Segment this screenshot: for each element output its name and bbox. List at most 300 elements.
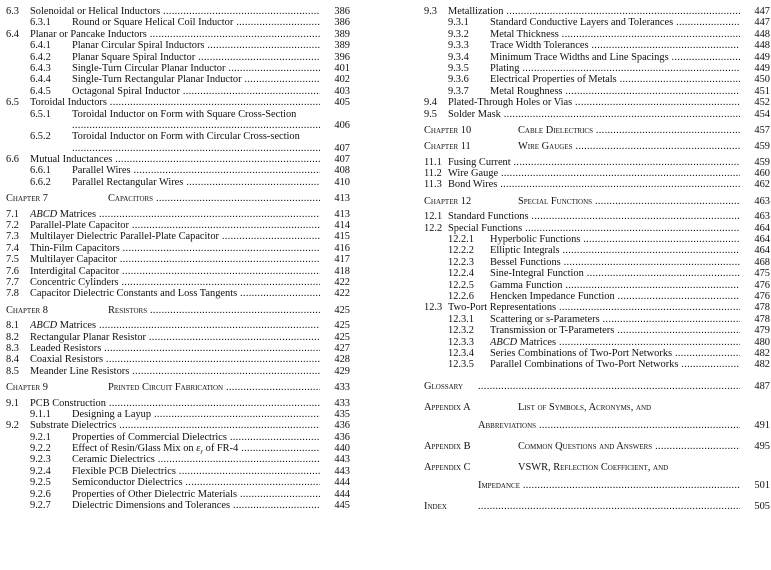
toc-entry-number: Chapter 7 [6,193,48,205]
toc-entry-title [72,143,320,154]
toc-entry-number: 6.4.1 [30,40,51,52]
toc-entry[interactable] [418,223,770,234]
toc-entry-number: 6.6.2 [30,176,51,188]
toc-entry-title: Solenoidal or Helical Inductors ..... [30,6,320,17]
toc-entry[interactable] [418,179,770,190]
toc-entry-page: 464 [754,234,770,246]
toc-entry-title: Concentric Cylinders ..... [30,277,320,288]
toc-entry-page: 479 [754,325,770,337]
toc-entry-title: Wire Gauge ..... [448,168,740,179]
toc-entry-title: Solder Mask ..... [448,109,740,120]
toc-entry-title: Standard Functions ..... [448,211,740,222]
toc-entry-title: Hencken Impedance Function ..... [490,291,740,302]
toc-entry-title: Properties of Other Dielectric Materials ..... [72,489,320,500]
toc-entry-page: 482 [754,359,770,371]
toc-entry[interactable] [418,257,770,268]
toc-entry-number: 9.3 [424,6,437,17]
toc-entry-page: 447 [754,6,770,17]
toc-entry[interactable] [418,168,770,179]
toc-entry-title [72,120,320,131]
toc-entry-title: ABCD Matrices ..... [490,337,740,348]
toc-entry-number: 9.3.2 [448,28,469,40]
toc-entry-title: Octagonal Spiral Inductor ..... [72,86,320,97]
toc-entry-page: 403 [334,85,350,97]
toc-entry-number: 6.4.4 [30,74,51,86]
toc-entry[interactable] [0,177,350,188]
toc-entry-page: 495 [754,440,770,452]
toc-entry-title: Abbreviations ..... [478,420,740,431]
toc-entry-title: Meander Line Resistors ..... [30,366,320,377]
toc-entry-number: Chapter 9 [6,382,48,394]
toc-entry-number: 6.5 [6,97,19,109]
toc-entry-number: 6.3 [6,6,19,17]
toc-entry-page: 440 [334,443,350,455]
toc-entry-number: 9.3.1 [448,17,469,29]
toc-entry-number: 8.2 [6,331,19,343]
toc-entry-number: 7.7 [6,276,19,288]
toc-entry[interactable] [418,97,770,108]
toc-entry-page: 386 [334,17,350,29]
toc-entry-number: 6.6.1 [30,165,51,177]
toc-chapter-entry[interactable] [0,193,350,204]
toc-entry-title: Bessel Functions ..... [490,257,740,268]
toc-entry-title: Substrate Dielectrics ..... [30,420,320,431]
toc-entry-title: Minimum Trace Widths and Line Spacings ..... [490,52,740,63]
toc-entry-title: Sine-Integral Function ..... [490,268,740,279]
toc-entry-number: 9.2.5 [30,477,51,489]
toc-entry-title: Printed Circuit Fabrication ..... [108,382,320,393]
toc-entry[interactable] [0,398,350,409]
toc-entry-page: 476 [754,279,770,291]
toc-entry[interactable] [0,266,350,277]
toc-entry-number: 6.4.5 [30,85,51,97]
toc-entry[interactable] [0,220,350,231]
toc-entry-title: Series Combinations of Two-Port Networks ..... [490,348,740,359]
toc-entry-number: 9.2.7 [30,500,51,512]
toc-entry-number: Appendix C [424,462,471,474]
toc-entry-title: Wire Gauges ..... [518,141,740,152]
toc-entry[interactable] [418,157,770,168]
toc-entry-number: 9.2.4 [30,465,51,477]
toc-entry-title: Single-Turn Rectangular Planar Inductor ..... [72,74,320,85]
toc-entry-page: 501 [754,479,770,491]
toc-entry[interactable] [0,131,350,142]
toc-entry-number: 12.3.4 [448,347,474,359]
toc-entry-page: 443 [334,454,350,466]
toc-entry-title: Gamma Function ..... [490,280,740,291]
toc-left-column [0,6,350,511]
toc-entry-title: Leaded Resistors ..... [30,343,320,354]
toc-entry-title: Special Functions ..... [448,223,740,234]
toc-entry[interactable] [0,320,350,331]
toc-entry-number: 9.2.1 [30,431,51,443]
toc-entry-page: 402 [334,74,350,86]
toc-entry-page: 457 [754,124,770,136]
toc-entry[interactable] [0,466,350,477]
toc-entry-title: Transmission or T-Parameters ..... [490,325,740,336]
toc-entry[interactable] [418,325,770,336]
toc-entry-number: 8.5 [6,365,19,377]
toc-entry-number: Chapter 8 [6,304,48,316]
toc-entry-number: 12.1 [424,211,443,223]
toc-chapter-entry[interactable] [418,441,770,452]
toc-entry-title: Properties of Commercial Dielectrics ..... [72,432,320,443]
toc-chapter-entry[interactable] [418,501,770,512]
toc-entry-title: Parallel Combinations of Two-Port Networks ..... [490,359,740,370]
toc-entry[interactable] [418,291,770,302]
toc-entry-number: Chapter 11 [424,141,471,153]
toc-entry-page: 425 [334,320,350,332]
toc-entry-page: 468 [754,256,770,268]
toc-entry[interactable] [0,277,350,288]
toc-entry-number: 7.5 [6,254,19,266]
toc-entry[interactable] [418,420,770,431]
toc-entry[interactable] [418,234,770,245]
toc-entry-title: Ceramic Dielectrics ..... [72,454,320,465]
toc-chapter-entry[interactable] [418,402,770,413]
toc-entry-title: Toroidal Inductors ..... [30,97,320,108]
toc-entry-number: 9.3.5 [448,62,469,74]
toc-entry[interactable] [0,209,350,220]
toc-entry[interactable] [418,52,770,63]
toc-entry[interactable] [0,489,350,500]
toc-entry-page: 448 [754,40,770,52]
toc-entry-page: 427 [334,342,350,354]
toc-entry-title: Capacitors ..... [108,193,320,204]
toc-entry-number: 12.3 [424,302,443,314]
toc-entry-page: 415 [334,231,350,243]
toc-entry-number: 6.3.1 [30,17,51,29]
toc-chapter-entry[interactable] [0,382,350,393]
toc-entry-title: PCB Construction ..... [30,398,320,409]
toc-entry-title: ABCD Matrices ..... [30,209,320,220]
toc-entry-title: Multilayer Capacitor ..... [30,254,320,265]
toc-entry-title: Mutual Inductances ..... [30,154,320,165]
toc-entry-title: VSWR, Reflection Coefficient, and [518,462,669,474]
toc-entry-page: 464 [754,222,770,234]
toc-entry-page: 418 [334,265,350,277]
toc-entry-title: Multilayer Dielectric Parallel-Plate Capacitor ..... [30,231,320,242]
toc-entry-title: Interdigital Capacitor ..... [30,266,320,277]
toc-entry-title: Flexible PCB Dielectrics ..... [72,466,320,477]
toc-entry[interactable] [0,120,350,131]
toc-entry[interactable] [0,97,350,108]
toc-entry-page: 408 [334,165,350,177]
toc-entry[interactable] [418,359,770,370]
toc-entry-number: 9.2.3 [30,454,51,466]
toc-entry[interactable] [418,480,770,491]
toc-chapter-entry[interactable] [418,141,770,152]
toc-entry-number: 7.4 [6,242,19,254]
toc-entry-number: Chapter 10 [424,124,472,136]
toc-entry-title: Impedance ..... [478,480,740,491]
toc-entry-number: 6.4.3 [30,62,51,74]
toc-entry-number: 11.1 [424,156,442,168]
toc-entry-page: 406 [334,119,350,131]
toc-entry-number: 6.4.2 [30,51,51,63]
toc-entry-page: 444 [334,488,350,500]
toc-entry-title: Trace Width Tolerances ..... [490,40,740,51]
toc-entry-page: 435 [334,408,350,420]
toc-entry-number: 9.3.4 [448,51,469,63]
toc-entry[interactable] [418,314,770,325]
toc-entry-title [478,501,740,512]
toc-entry[interactable] [0,40,350,51]
toc-entry-title: Metallization ..... [448,6,740,17]
toc-entry[interactable] [0,17,350,28]
toc-entry-page: 449 [754,62,770,74]
toc-entry[interactable] [0,366,350,377]
toc-entry-number: 6.4 [6,28,19,40]
toc-entry-number: 9.5 [424,108,437,120]
toc-entry[interactable] [418,109,770,120]
toc-entry-title: Capacitor Dielectric Constants and Loss Tangents ..... [30,288,320,299]
toc-entry-page: 422 [334,288,350,300]
toc-entry[interactable] [418,63,770,74]
toc-entry-page: 487 [754,380,770,392]
toc-entry-page: 464 [754,245,770,257]
toc-entry-page: 407 [334,142,350,154]
toc-entry-page: 417 [334,254,350,266]
toc-entry-page: 414 [334,220,350,232]
toc-entry-page: 429 [334,365,350,377]
toc-entry[interactable] [418,86,770,97]
toc-entry-title: Plated-Through Holes or Vias ..... [448,97,740,108]
toc-entry-page: 448 [754,28,770,40]
toc-entry-page: 463 [754,211,770,223]
toc-entry-page: 416 [334,242,350,254]
toc-entry-title: Special Functions ..... [518,196,740,207]
toc-entry[interactable] [418,40,770,51]
toc-entry[interactable] [0,343,350,354]
toc-entry[interactable] [0,154,350,165]
toc-entry-number: 8.1 [6,320,19,332]
toc-entry-title: Planar Square Spiral Inductor ..... [72,52,320,63]
toc-entry[interactable] [418,6,770,17]
toc-entry[interactable] [0,109,350,120]
toc-entry-page: 405 [334,97,350,109]
toc-entry-page: 401 [334,62,350,74]
toc-entry-number: 6.5.2 [30,131,51,143]
toc-entry-number: 11.2 [424,168,442,180]
toc-entry-page: 396 [334,51,350,63]
toc-chapter-entry[interactable] [418,462,770,473]
toc-entry[interactable] [418,17,770,28]
toc-entry-page: 476 [754,290,770,302]
toc-entry-number: Glossary [424,380,464,392]
toc-entry-title: Plating ..... [490,63,740,74]
toc-entry-page: 433 [334,382,350,394]
toc-entry-page: 407 [334,154,350,166]
toc-entry-number: 9.1 [6,397,19,409]
toc-entry-title: Metal Roughness ..... [490,86,740,97]
toc-entry[interactable] [0,454,350,465]
toc-entry-page: 454 [754,108,770,120]
toc-entry-number: 12.2.5 [448,279,474,291]
toc-entry-title: List of Symbols, Acronyms, and [518,402,652,414]
toc-entry-number: 12.2.3 [448,256,474,268]
toc-entry-number: 7.3 [6,231,19,243]
toc-entry-title: Parallel Rectangular Wires ..... [72,177,320,188]
toc-entry-title: Single-Turn Circular Planar Inductor ..... [72,63,320,74]
toc-entry-page: 478 [754,313,770,325]
toc-entry[interactable] [418,268,770,279]
toc-entry-number: 12.3.1 [448,313,474,325]
toc-entry[interactable] [0,63,350,74]
toc-entry-title: Dielectric Dimensions and Tolerances ..... [72,500,320,511]
toc-entry[interactable] [0,74,350,85]
toc-entry-page: 460 [754,168,770,180]
toc-entry-number: 12.2 [424,222,443,234]
toc-entry-number: 9.3.6 [448,74,469,86]
toc-entry[interactable] [0,409,350,420]
toc-entry-number: 9.2 [6,420,19,432]
toc-entry[interactable] [0,477,350,488]
toc-entry-number: 12.3.2 [448,325,474,337]
toc-entry-number: Chapter 12 [424,195,472,207]
toc-entry-page: 459 [754,156,770,168]
toc-entry[interactable] [418,302,770,313]
toc-entry-page: 425 [334,331,350,343]
toc-entry[interactable] [418,348,770,359]
toc-entry-page: 425 [334,304,350,316]
toc-entry[interactable] [418,74,770,85]
toc-entry-page: 445 [334,500,350,512]
toc-chapter-entry[interactable] [418,196,770,207]
toc-entry-number: 7.1 [6,208,19,220]
toc-entry-title: Scattering or s-Parameters ..... [490,314,740,325]
toc-entry[interactable] [0,243,350,254]
toc-entry-page: 449 [754,51,770,63]
toc-entry-page: 389 [334,28,350,40]
toc-entry[interactable] [0,143,350,154]
toc-entry[interactable] [0,420,350,431]
toc-entry-page: 410 [334,176,350,188]
toc-entry-title: Electrical Properties of Metals ..... [490,74,740,85]
toc-entry-number: 9.3.7 [448,85,469,97]
toc-entry-page: 463 [754,195,770,207]
toc-entry-title: Common Questions and Answers ..... [518,441,740,452]
toc-entry-number: 12.2.6 [448,290,474,302]
toc-entry-title: Semiconductor Dielectrics ..... [72,477,320,488]
toc-entry-number: 8.3 [6,342,19,354]
toc-entry[interactable] [0,332,350,343]
toc-entry-title: Elliptic Integrals ..... [490,245,740,256]
toc-chapter-entry[interactable] [418,381,770,392]
toc-entry-title: Thin-Film Capacitors ..... [30,243,320,254]
toc-entry-title: Cable Dielectrics ..... [518,125,740,136]
toc-entry[interactable] [0,231,350,242]
toc-entry-title: Fusing Current ..... [448,157,740,168]
toc-entry[interactable] [0,443,350,457]
toc-entry-number: 12.2.1 [448,234,474,246]
toc-entry[interactable] [418,245,770,256]
toc-entry-title: Parallel Wires ..... [72,165,320,176]
toc-entry-title: Resistors ..... [108,305,320,316]
toc-entry-number: 9.4 [424,97,437,109]
toc-entry-title: Hyperbolic Functions ..... [490,234,740,245]
toc-entry-number: 12.2.2 [448,245,474,257]
toc-entry-page: 436 [334,420,350,432]
toc-entry[interactable] [418,211,770,222]
toc-entry-title [478,381,740,392]
toc-entry-page: 451 [754,85,770,97]
toc-entry[interactable] [0,52,350,63]
toc-entry-number: 12.3.3 [448,336,474,348]
toc-entry-title: Coaxial Resistors ..... [30,354,320,365]
toc-entry-page: 452 [754,97,770,109]
toc-entry[interactable] [0,86,350,97]
toc-entry[interactable] [418,337,770,348]
toc-entry-page: 443 [334,465,350,477]
toc-entry-number: Appendix A [424,402,471,414]
toc-entry-page: 450 [754,74,770,86]
toc-entry-page: 422 [334,276,350,288]
toc-entry-number: 9.2.2 [30,443,51,455]
toc-entry-title: Two-Port Representations ..... [448,302,740,313]
toc-entry[interactable] [0,254,350,265]
toc-entry-page: 475 [754,268,770,280]
toc-entry-number: 11.3 [424,179,442,191]
toc-entry-page: 413 [334,208,350,220]
toc-entry-title: Parallel-Plate Capacitor ..... [30,220,320,231]
toc-entry[interactable] [0,165,350,176]
toc-entry-number: Appendix B [424,440,471,452]
toc-entry-title: Toroidal Inductor on Form with Circular Cross-section [72,131,300,143]
toc-entry[interactable] [0,288,350,299]
toc-entry-title: Planar or Pancake Inductors ..... [30,29,320,40]
toc-entry-page: 482 [754,347,770,359]
toc-entry-page: 447 [754,17,770,29]
toc-entry[interactable] [0,500,350,511]
toc-entry-number: 7.6 [6,265,19,277]
toc-entry-title: Bond Wires ..... [448,179,740,190]
toc-entry-title: Planar Circular Spiral Inductors ..... [72,40,320,51]
toc-entry-number: 9.1.1 [30,408,51,420]
toc-chapter-entry[interactable] [418,125,770,136]
toc-entry-title: ABCD Matrices ..... [30,320,320,331]
toc-entry-page: 413 [334,193,350,205]
toc-entry-title: Toroidal Inductor on Form with Square Cross-Section [72,108,297,120]
toc-entry-page: 433 [334,397,350,409]
toc-entry-title: Effect of Resin/Glass Mix on $\varepsilon_r$ of FR-4 ..... [72,443,320,458]
toc-entry-number: 6.6 [6,154,19,166]
toc-entry[interactable] [0,6,350,17]
toc-entry[interactable] [0,29,350,40]
toc-entry-title: Designing a Layup ..... [72,409,320,420]
toc-entry[interactable] [0,432,350,443]
toc-entry-title: Standard Conductive Layers and Tolerances ..... [490,17,740,28]
toc-entry[interactable] [418,29,770,40]
toc-entry-page: 444 [334,477,350,489]
toc-entry-number: 6.5.1 [30,108,51,120]
toc-entry[interactable] [0,354,350,365]
toc-entry-page: 436 [334,431,350,443]
toc-entry-number: Index [424,501,447,513]
toc-entry-number: 12.2.4 [448,268,474,280]
toc-entry-page: 386 [334,6,350,17]
toc-entry-title: Metal Thickness ..... [490,29,740,40]
toc-entry-number: 12.3.5 [448,359,474,371]
toc-entry-number: 7.8 [6,288,19,300]
toc-chapter-entry[interactable] [0,305,350,316]
toc-entry-page: 480 [754,336,770,348]
toc-entry[interactable] [418,280,770,291]
toc-entry-page: 505 [754,501,770,513]
toc-entry-page: 491 [754,419,770,431]
toc-right-column [418,6,770,518]
toc-entry-number: 9.3.3 [448,40,469,52]
